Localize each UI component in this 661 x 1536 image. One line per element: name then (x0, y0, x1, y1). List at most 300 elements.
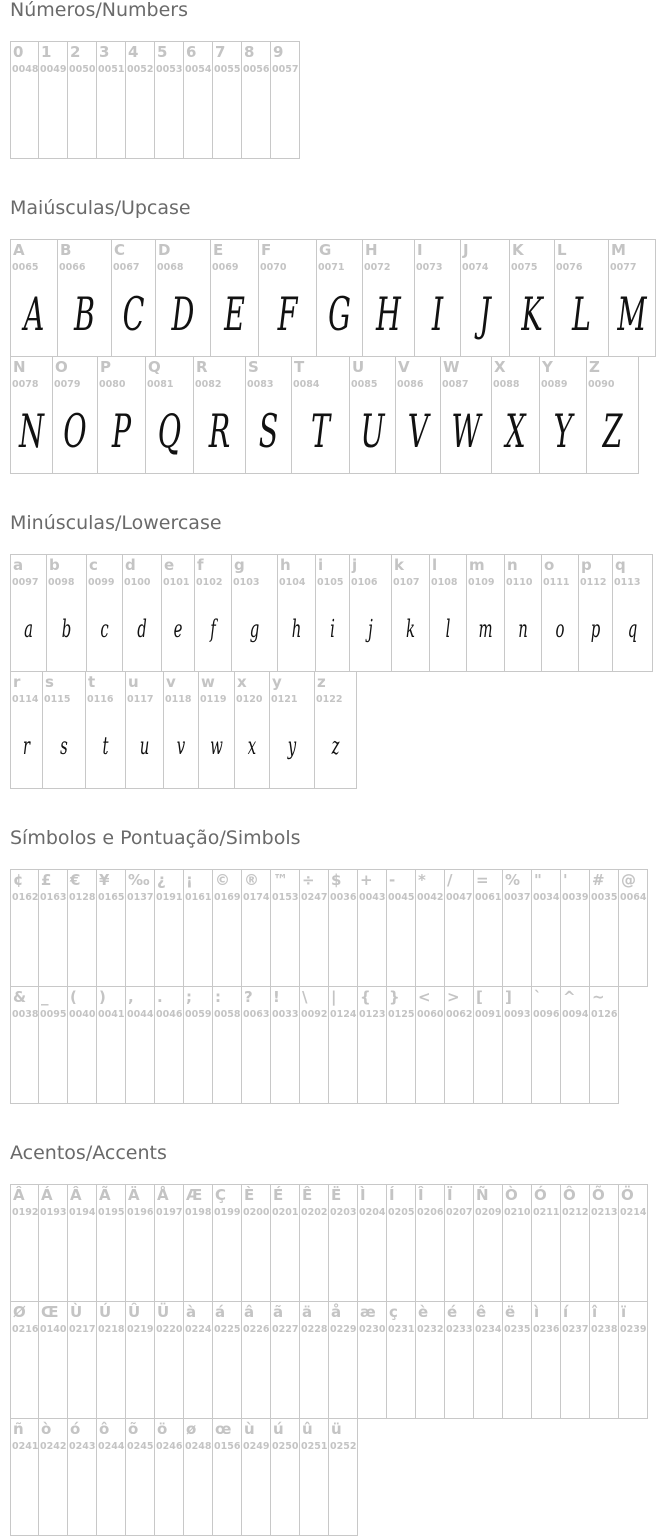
glyph-char: 5 (157, 43, 168, 61)
glyph-cell (350, 554, 392, 672)
glyph-sample: f (210, 615, 216, 643)
glyph-code: 0065 (12, 262, 39, 273)
glyph-char: " (534, 871, 542, 889)
glyph-char: * (418, 871, 426, 889)
glyph-char: 7 (215, 43, 226, 61)
glyph-code: 0072 (364, 262, 391, 273)
glyph-sample: M (617, 287, 647, 341)
glyph-cell (213, 986, 242, 1104)
glyph-char: ù (244, 1420, 255, 1438)
glyph-code: 0066 (59, 262, 86, 273)
glyph-sample: X (505, 404, 526, 458)
glyph-code: 0064 (620, 892, 647, 903)
glyph-cell (68, 1184, 97, 1302)
glyph-cell (10, 41, 39, 159)
glyph-cell (242, 986, 271, 1104)
glyph-char: ( (70, 988, 77, 1006)
glyph-char: å (331, 1303, 342, 1321)
glyph-code: 0106 (351, 577, 378, 588)
glyph-code: 0128 (69, 892, 96, 903)
glyph-code: 0244 (98, 1441, 125, 1452)
glyph-cell (155, 41, 184, 159)
glyph-code: 0077 (610, 262, 637, 273)
glyph-cell (590, 986, 619, 1104)
glyph-char: u (128, 673, 139, 691)
glyph-char: ¥ (99, 871, 110, 889)
glyph-code: 0095 (40, 1009, 67, 1020)
glyph-char: Õ (592, 1186, 605, 1204)
glyph-char: ü (331, 1420, 342, 1438)
glyph-code: 0194 (69, 1207, 96, 1218)
glyph-cell (271, 1301, 300, 1419)
glyph-char: 2 (70, 43, 81, 61)
glyph-code: 0191 (156, 892, 183, 903)
glyph-code: 0236 (533, 1324, 560, 1335)
glyph-sample: C (122, 287, 145, 341)
glyph-char: B (60, 241, 72, 259)
glyph-char: Ê (302, 1186, 313, 1204)
section-title: Minúsculas/Lowercase (10, 512, 222, 534)
glyph-cell (155, 986, 184, 1104)
glyph-code: 0122 (316, 694, 343, 705)
glyph-char: N (13, 358, 26, 376)
glyph-code: 0047 (446, 892, 473, 903)
glyph-cell (184, 41, 213, 159)
glyph-cell (329, 1418, 358, 1536)
glyph-code: 0053 (156, 64, 183, 75)
glyph-code: 0231 (388, 1324, 415, 1335)
glyph-cell (532, 1301, 561, 1419)
glyph-code: 0199 (214, 1207, 241, 1218)
glyph-sample: p (590, 615, 601, 643)
glyph-code: 0121 (271, 694, 298, 705)
glyph-char: € (70, 871, 81, 889)
glyph-cell (242, 1418, 271, 1536)
glyph-char: : (215, 988, 221, 1006)
glyph-char: Å (157, 1186, 169, 1204)
glyph-char: g (234, 556, 245, 574)
glyph-char: Ü (157, 1303, 170, 1321)
glyph-char: 6 (186, 43, 197, 61)
glyph-code: 0251 (301, 1441, 328, 1452)
glyph-cell (387, 1184, 416, 1302)
glyph-char: M (611, 241, 626, 259)
glyph-code: 0207 (446, 1207, 473, 1218)
glyph-char: Ä (128, 1186, 140, 1204)
glyph-row (10, 1301, 648, 1419)
glyph-code: 0040 (69, 1009, 96, 1020)
glyph-sample: g (249, 615, 260, 643)
glyph-cell (199, 671, 235, 789)
glyph-code: 0165 (98, 892, 125, 903)
glyph-code: 0034 (533, 892, 560, 903)
glyph-cell (184, 869, 213, 987)
glyph-code: 0200 (243, 1207, 270, 1218)
glyph-char: h (280, 556, 291, 574)
glyph-char: í (563, 1303, 569, 1321)
glyph-char: Ò (505, 1186, 518, 1204)
glyph-char: £ (41, 871, 52, 889)
glyph-sample: V (407, 404, 429, 458)
glyph-char: @ (621, 871, 636, 889)
glyph-code: 0102 (196, 577, 223, 588)
glyph-char: S (248, 358, 259, 376)
glyph-sample: Y (553, 404, 573, 458)
glyph-code: 0126 (591, 1009, 618, 1020)
glyph-cell (561, 1184, 590, 1302)
glyph-code: 0201 (272, 1207, 299, 1218)
glyph-cell (561, 1301, 590, 1419)
glyph-cell (146, 356, 194, 474)
glyph-code: 0116 (87, 694, 114, 705)
glyph-code: 0105 (317, 577, 344, 588)
glyph-row (10, 869, 648, 987)
glyph-cell (416, 1184, 445, 1302)
glyph-code: 0115 (44, 694, 71, 705)
glyph-char: Y (542, 358, 553, 376)
glyph-code: 0074 (462, 262, 489, 273)
glyph-sample: B (74, 287, 95, 341)
glyph-row (10, 986, 619, 1104)
glyph-code: 0140 (40, 1324, 67, 1335)
glyph-char: l (432, 556, 438, 574)
glyph-char: ò (41, 1420, 52, 1438)
glyph-code: 0233 (446, 1324, 473, 1335)
glyph-cell (213, 1184, 242, 1302)
glyph-char: Ç (215, 1186, 227, 1204)
glyph-code: 0061 (475, 892, 502, 903)
glyph-char: w (201, 673, 215, 691)
glyph-char: [ (476, 988, 483, 1006)
glyph-char: ö (157, 1420, 168, 1438)
glyph-char: j (352, 556, 358, 574)
glyph-char: y (272, 673, 282, 691)
glyph-row (10, 1184, 648, 1302)
glyph-cell (97, 1418, 126, 1536)
glyph-char: Ù (70, 1303, 83, 1321)
glyph-cell (155, 869, 184, 987)
glyph-cell (126, 869, 155, 987)
glyph-code: 0042 (417, 892, 444, 903)
glyph-code: 0242 (40, 1441, 67, 1452)
glyph-cell (155, 1301, 184, 1419)
section-title: Símbolos e Pontuação/Simbols (10, 827, 301, 849)
glyph-cell (10, 1301, 39, 1419)
glyph-code: 0245 (127, 1441, 154, 1452)
glyph-char: Ô (563, 1186, 576, 1204)
glyph-sample: s (60, 732, 68, 760)
glyph-sample: W (451, 404, 481, 458)
glyph-cell (271, 869, 300, 987)
glyph-char: Ë (331, 1186, 342, 1204)
glyph-char: â (244, 1303, 255, 1321)
section-title: Números/Numbers (10, 0, 188, 21)
glyph-char: Ó (534, 1186, 547, 1204)
glyph-char: 9 (273, 43, 284, 61)
glyph-cell (416, 986, 445, 1104)
glyph-sample: k (405, 615, 416, 643)
glyph-code: 0041 (98, 1009, 125, 1020)
glyph-cell (86, 671, 126, 789)
glyph-code: 0070 (260, 262, 287, 273)
section-title: Acentos/Accents (10, 1142, 167, 1164)
glyph-cell (561, 986, 590, 1104)
glyph-code: 0114 (12, 694, 39, 705)
glyph-char: P (100, 358, 111, 376)
glyph-cell (416, 1301, 445, 1419)
glyph-char: œ (215, 1420, 232, 1438)
glyph-char: Ú (99, 1303, 112, 1321)
glyph-code: 0202 (301, 1207, 328, 1218)
glyph-code: 0117 (127, 694, 154, 705)
glyph-cell (126, 41, 155, 159)
glyph-char: O (55, 358, 68, 376)
glyph-char: G (319, 241, 332, 259)
glyph-sample: x (247, 732, 257, 760)
glyph-char: ê (476, 1303, 487, 1321)
glyph-code: 0109 (468, 577, 495, 588)
glyph-code: 0238 (591, 1324, 618, 1335)
glyph-char: © (215, 871, 230, 889)
glyph-char: = (476, 871, 489, 889)
glyph-code: 0044 (127, 1009, 154, 1020)
glyph-code: 0086 (397, 379, 424, 390)
glyph-cell (300, 986, 329, 1104)
glyph-code: 0094 (562, 1009, 589, 1020)
glyph-sample: v (176, 732, 186, 760)
glyph-sample: n (518, 615, 528, 643)
glyph-code: 0163 (40, 892, 67, 903)
glyph-char: < (418, 988, 431, 1006)
glyph-code: 0073 (416, 262, 443, 273)
glyph-cell (43, 671, 86, 789)
glyph-code: 0048 (12, 64, 39, 75)
glyph-code: 0049 (40, 64, 67, 75)
glyph-code: 0248 (185, 1441, 212, 1452)
glyph-char: é (447, 1303, 458, 1321)
glyph-code: 0093 (504, 1009, 531, 1020)
glyph-cell (445, 1301, 474, 1419)
glyph-code: 0124 (330, 1009, 357, 1020)
glyph-char: ë (505, 1303, 516, 1321)
glyph-code: 0219 (127, 1324, 154, 1335)
glyph-cell (97, 986, 126, 1104)
glyph-code: 0037 (504, 892, 531, 903)
glyph-char: 1 (41, 43, 52, 61)
glyph-sample: t (102, 732, 109, 760)
glyph-char: 0 (13, 43, 24, 61)
glyph-code: 0211 (533, 1207, 560, 1218)
glyph-cell (387, 1301, 416, 1419)
glyph-cell (441, 356, 492, 474)
glyph-cell (97, 41, 126, 159)
glyph-sample: U (360, 404, 385, 458)
glyph-cell (358, 869, 387, 987)
glyph-char: i (318, 556, 324, 574)
glyph-code: 0210 (504, 1207, 531, 1218)
glyph-sample: w (210, 732, 223, 760)
glyph-cell (213, 41, 242, 159)
glyph-char: 3 (99, 43, 110, 61)
glyph-char: D (158, 241, 171, 259)
glyph-char: n (507, 556, 518, 574)
glyph-cell (213, 1418, 242, 1536)
glyph-sample: e (173, 615, 183, 643)
glyph-char: o (544, 556, 555, 574)
glyph-cell (532, 869, 561, 987)
glyph-cell (126, 1301, 155, 1419)
glyph-cell (242, 869, 271, 987)
glyph-code: 0225 (214, 1324, 241, 1335)
glyph-sample: S (258, 404, 279, 458)
glyph-char: U (352, 358, 365, 376)
glyph-cell (97, 1301, 126, 1419)
glyph-cell (474, 1301, 503, 1419)
glyph-char: x (237, 673, 247, 691)
glyph-char: ç (389, 1303, 398, 1321)
glyph-char: ñ (13, 1420, 24, 1438)
glyph-row (10, 1418, 358, 1536)
glyph-sample: H (376, 287, 401, 341)
glyph-code: 0112 (580, 577, 607, 588)
glyph-code: 0218 (98, 1324, 125, 1335)
glyph-cell (561, 869, 590, 987)
glyph-code: 0101 (163, 577, 190, 588)
glyph-code: 0213 (591, 1207, 618, 1218)
glyph-char: Ã (99, 1186, 111, 1204)
glyph-code: 0091 (475, 1009, 502, 1020)
glyph-cell (213, 1301, 242, 1419)
glyph-code: 0052 (127, 64, 154, 75)
glyph-cell (126, 671, 164, 789)
glyph-char: ` (534, 988, 542, 1006)
glyph-char: H (365, 241, 378, 259)
glyph-cell (10, 1184, 39, 1302)
glyph-code: 0113 (614, 577, 641, 588)
glyph-code: 0057 (272, 64, 299, 75)
glyph-cell (184, 986, 213, 1104)
glyph-code: 0214 (620, 1207, 647, 1218)
glyph-char: ) (99, 988, 106, 1006)
glyph-char: & (13, 988, 27, 1006)
glyph-code: 0195 (98, 1207, 125, 1218)
glyph-row (10, 356, 639, 474)
glyph-char: ú (273, 1420, 284, 1438)
glyph-cell (68, 869, 97, 987)
glyph-cell (270, 671, 315, 789)
glyph-char: á (215, 1303, 226, 1321)
glyph-char: Q (148, 358, 161, 376)
glyph-cell (211, 239, 259, 357)
glyph-sample: P (111, 404, 132, 458)
glyph-code: 0217 (69, 1324, 96, 1335)
glyph-char: / (447, 871, 453, 889)
glyph-cell (474, 1184, 503, 1302)
glyph-cell (590, 869, 619, 987)
glyph-cell (613, 554, 653, 672)
glyph-cell (271, 1184, 300, 1302)
glyph-cell (503, 869, 532, 987)
glyph-cell (112, 239, 156, 357)
glyph-cell (213, 869, 242, 987)
glyph-code: 0075 (511, 262, 538, 273)
glyph-cell (542, 554, 579, 672)
glyph-cell (242, 1301, 271, 1419)
glyph-code: 0247 (301, 892, 328, 903)
glyph-char: . (157, 988, 163, 1006)
glyph-code: 0206 (417, 1207, 444, 1218)
glyph-char: J (463, 241, 469, 259)
glyph-char: Ö (621, 1186, 634, 1204)
glyph-char: > (447, 988, 460, 1006)
glyph-char: 8 (244, 43, 255, 61)
glyph-cell (39, 41, 68, 159)
glyph-sample: J (479, 287, 491, 341)
glyph-cell (300, 1301, 329, 1419)
glyph-char: ] (505, 988, 512, 1006)
glyph-sample: L (572, 287, 591, 341)
glyph-char: L (557, 241, 567, 259)
glyph-sample: i (330, 615, 335, 643)
glyph-sample: m (478, 615, 493, 643)
glyph-cell (445, 869, 474, 987)
glyph-cell (10, 1418, 39, 1536)
glyph-char: { (360, 988, 371, 1006)
glyph-cell (467, 554, 505, 672)
glyph-char: ï (621, 1303, 627, 1321)
glyph-char: ! (273, 988, 280, 1006)
glyph-cell (579, 554, 613, 672)
glyph-code: 0098 (48, 577, 75, 588)
glyph-code: 0204 (359, 1207, 386, 1218)
glyph-cell (503, 1301, 532, 1419)
glyph-code: 0196 (127, 1207, 154, 1218)
glyph-char: \ (302, 988, 308, 1006)
glyph-char: É (273, 1186, 284, 1204)
glyph-code: 0055 (214, 64, 241, 75)
glyph-char: % (505, 871, 521, 889)
glyph-cell (164, 671, 199, 789)
glyph-cell (540, 356, 587, 474)
glyph-code: 0216 (12, 1324, 39, 1335)
glyph-sample: b (61, 615, 72, 643)
glyph-code: 0230 (359, 1324, 386, 1335)
glyph-row (10, 239, 656, 357)
glyph-cell (155, 1418, 184, 1536)
glyph-cell (316, 554, 350, 672)
glyph-code: 0224 (185, 1324, 212, 1335)
glyph-code: 0250 (272, 1441, 299, 1452)
glyph-cell (474, 986, 503, 1104)
glyph-cell (194, 356, 246, 474)
glyph-cell (162, 554, 195, 672)
glyph-cell (98, 356, 146, 474)
glyph-cell (97, 869, 126, 987)
glyph-code: 0079 (54, 379, 81, 390)
glyph-char: b (49, 556, 60, 574)
glyph-sample: E (224, 287, 245, 341)
glyph-code: 0123 (359, 1009, 386, 1020)
glyph-cell (39, 986, 68, 1104)
glyph-cell (474, 869, 503, 987)
glyph-code: 0227 (272, 1324, 299, 1335)
glyph-char: û (302, 1420, 313, 1438)
glyph-code: 0226 (243, 1324, 270, 1335)
glyph-cell (350, 356, 396, 474)
glyph-sample: O (63, 404, 87, 458)
glyph-char: v (166, 673, 176, 691)
glyph-char: + (360, 871, 373, 889)
